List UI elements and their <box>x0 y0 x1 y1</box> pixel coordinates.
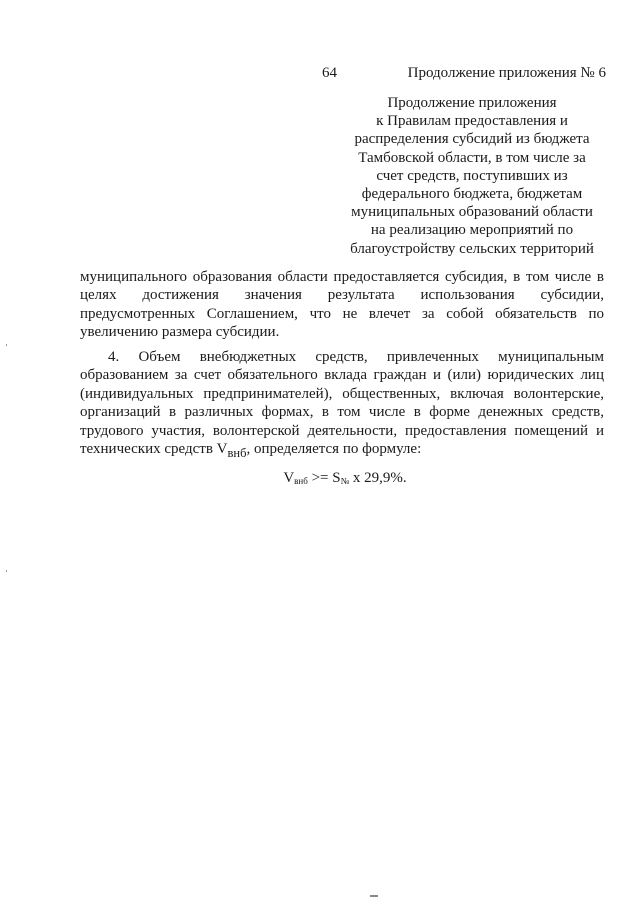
appendix-continuation-label: Продолжение приложения № 6 <box>407 65 606 81</box>
formula <box>0 468 640 491</box>
paragraph-item-4-subscript: внб <box>227 446 247 461</box>
appendix-line: к Правилам предоставления и <box>376 113 568 130</box>
formula-s-subscript: № <box>340 476 350 486</box>
appendix-line: на реализацию мероприятий по <box>370 222 574 239</box>
appendix-line: Тамбовской области, в том числе за <box>358 149 586 166</box>
appendix-line: счет средств, поступивших из <box>376 167 568 184</box>
appendix-line: Продолжение приложения <box>387 95 557 111</box>
formula-v-subscript: внб <box>294 476 308 486</box>
appendix-reference-block <box>340 94 604 258</box>
paragraph-item-4 <box>80 348 604 462</box>
margin-scan-mark <box>6 570 7 572</box>
paragraph-item-4-tail: , определяется по формуле: <box>246 441 422 458</box>
formula-v: V <box>283 470 295 486</box>
page-number: 64 <box>322 65 337 81</box>
formula-rest: x 29,9%. <box>349 470 407 486</box>
appendix-line: благоустройству сельских территорий <box>350 240 594 257</box>
appendix-line: распределения субсидий из бюджета <box>354 131 590 148</box>
bottom-scan-mark <box>370 895 378 897</box>
paragraph-item-4-text: 4. Объем внебюджетных средств, привлеченных муниципальным образованием за счет обязательного вклада граждан и (или) юридических лиц (индивидуальных предпринимателей), общественных, включая волонтерские, организаций в различных формах, в том числе в форме денежных средств, трудового участия, волонтерской деятельности, предоставления помещений и технических средств V <box>80 349 604 458</box>
paragraph-subsidy-continuation: муниципального образования области предоставляется субсидия, в том числе в целях достижения значения результата использования субсидии, предусмотренных Соглашением, что не влечет за собой обязательств по увеличению размера субсидии. <box>80 269 604 341</box>
formula-operator: >= S <box>307 470 341 486</box>
appendix-line: федерального бюджета, бюджетам <box>361 186 583 203</box>
appendix-line: муниципальных образований области <box>351 204 593 221</box>
margin-scan-mark <box>6 344 7 346</box>
